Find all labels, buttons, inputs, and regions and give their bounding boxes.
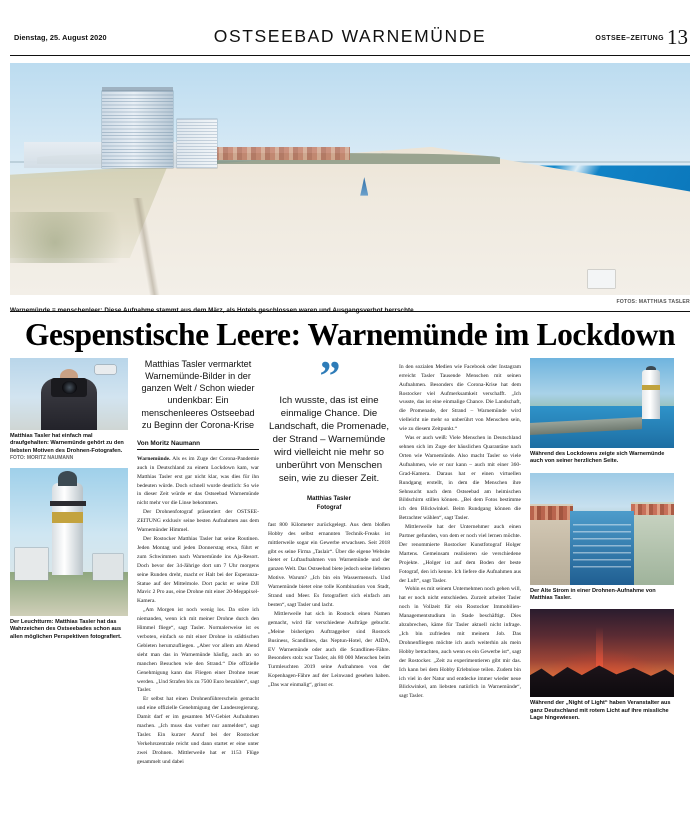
hero-caption: Warnemünde = menschenleer: Diese Aufnahme stammt aus dem März, als Hotels geschlossen waren und Ausgangsverbot herrschte. (10, 307, 416, 315)
paragraph-text: fast 800 Kilometer zurückgelegt. Aus dem bloßen Hobby des selbst ernannten Technik-Freaks ist mittlerweile sogar ein Gewerbe erwachsen. Seit 2018 gibt es seine Firma „Taslair“. Über die eigene Website bietet er Luftaufnahmen von Warnemünde und der ganzen Welt. Das Ostseebad biete jedoch seine liebsten Motive. Warum? „Ich bin ein Wassermensch. Und Warnemünde bietet eine tolle Kombination von Stadt, Strand und Meer. Es fotografiert sich einfach am besten“, sagt Tasler und lacht. (268, 521, 390, 608)
paragraph (399, 523, 521, 585)
dateline: Warnemünde. (137, 455, 171, 462)
molenfeuer-gold-band (642, 385, 659, 390)
paragraph (137, 606, 259, 695)
photo-alter-strom-caption: Der Alte Strom in einer Drohnen-Aufnahme von Matthias Tasler. (530, 587, 656, 601)
column-left-photos (10, 358, 128, 767)
paragraph-text: Mittlerweile hat sich in Rostock einen Namen gemacht, wird für verschiedene Aufträge gebucht. „Meine bisherigen Auftraggeber sind Rostock Business, Scandlines, das Neptun-Hotel, der AIDA, EV Warnemünde oder auch die Scandlines-Fähre. Besonders stolz war Tasler, als 80 000 Menschen beim Turmleuchten 2019 seine Aufnahmen von der Kopenhagen-Fähre auf der Leinwand gesehen haben. „Das war einmalig“, grinst er. (268, 610, 390, 689)
paragraph (399, 434, 521, 523)
paragraph (399, 363, 521, 434)
photo-pier-molenfeuer (530, 358, 674, 448)
hero-photo-warnemuende-beach (10, 63, 690, 295)
paragraph-text: Wohin es mit seinem Unternehmen noch gehen will, hat er noch nicht entschieden. Zurzeit arbeitet Tasler noch in Vollzeit für ein Rostocker Immobilien-Managementstudium in Stade beschäftigt. Dies abzubrechen, käme für Tasler aktuell nicht infrage. „Ich bin zufrieden mit meinem Job. Das Drohnenfliegen möchte ich auch weiterhin als mein Hobby betrachten, auch wenn es ein Gewerbe ist“, sagt der Rostocker. „Zeit zu experimentieren gibt mir das. Ich kann bei dem Hobby Erlebnisse teilen. Zudem bin ich viel in der Natur und entdecke immer wieder neue Blickwinkel, am liebsten natürlich in Warnemünde“, sagt Tasler. (399, 586, 521, 700)
newspaper-page (0, 26, 700, 819)
column-two (137, 358, 259, 767)
quote-mark-icon: ” (319, 353, 339, 400)
paragraph (268, 610, 390, 690)
molenfeuer-tower (642, 370, 659, 419)
paragraph (399, 585, 521, 701)
hero-beach-path (24, 198, 269, 295)
pull-quote-text: Ich wusste, das ist eine einmalige Chance. Die Landschaft, die Promenade, der Strand – Warnemünde wird vielleicht nie mehr so unberührt von Menschen sein, wie zu dieser Zeit. (268, 394, 389, 485)
paragraph (137, 455, 259, 508)
photo-alter-strom (530, 473, 674, 585)
paragraph (268, 521, 390, 610)
drone-icon (95, 365, 116, 374)
photo-lighthouse-caption: Der Leuchtturm: Matthias Tasler hat das Wahrzeichen des Ostseebades schon aus allen möglichen Perspektiven fotografiert. (10, 618, 122, 640)
hero-beach-hut (588, 270, 615, 289)
article-subhead: Matthias Tasler vermarktet Warnemünde-Bilder in der ganzen Welt / Schon wieder undenkbar: Ein menschenleeres Ostseebad zu Beginn der Corona-Krise (141, 358, 255, 430)
paragraph-text: In den sozialen Medien wie Facebook oder Instagram erreicht Tasler Tausende Menschen mit seinen Aufnahmen. Besonders die Corona-Krise hat dem Rostocker viel Aufmerksamkeit verschafft. „Ich wusste, das ist eine einmalige Chance. Die Landschaft, die Promenade, der Strand – Warnemünde wird vielleicht nie mehr so unberührt von Menschen sein, wie zu diesem Zeitpunkt.“ (399, 363, 521, 433)
alter-strom-boats (573, 524, 631, 569)
photo-night-of-light (530, 609, 674, 697)
hero-apartment-block (177, 119, 218, 168)
hero-rooftops (200, 147, 350, 160)
teepott-building (15, 548, 48, 581)
paragraph-text: „Am Morgen ist noch wenig los. Da störe ich niemanden, wenn ich mit meiner Drohne durch den Himmel fliege“, sagt Tasler. Normalerweise ist es verboten, einfach so mit einer Drohne in städtischen Gebieten herumzufliegen. „Aber vor allem am Abend sieht man das in Warnemünde häufig, auch an so manchen Besuchen wie den Strand.“ Die offizielle Genehmigung kann das Fliegen einer Drohne teuer werden. „Und Strafen bis zu 7500 Euro bezahlen“, sagt Tasler. (137, 607, 259, 694)
column-three-pullquote (268, 353, 390, 767)
hero-credit: FOTOS: MATTHIAS TASLER (616, 299, 690, 306)
paragraph (137, 535, 259, 606)
pull-quote-attribution (268, 495, 390, 513)
paper-name: OSTSEE–ZEITUNG (595, 35, 664, 42)
paragraph-text: Er selbst hat einen Drohnenführerschein gemacht und eine offizielle Genehmigung der Landesregierung. Damit darf er im gesamten MV-Gebiet Aufnahmen machen. „Ich muss das vorher nur anmelden“, sagt Tasler. Ein kurzer Anruf bei der Rostocker Verkehrszentrale reicht und dann startet er eine unter zwei Drohnen. Mittlerweile hat er 1153 Flüge gesammelt und dabei (137, 696, 259, 765)
photo-drone-portrait-credit: FOTO: MORITZ NAUMANN (10, 454, 74, 461)
paragraph-text: Mittlerweile hat der Unternehmer auch einen Partner gefunden, von dem er noch viel lernen möchte. Der renommierte Rostocker Kunstfotograf Holger Martens. Gemeinsam realisieren sie verschiedene Projekte. „Holger ist auf dem Boden der beste Fotograf, den ich kenne. Ich liefere die Aufnahmen aus der Luft“, sagt Tasler. (399, 524, 521, 584)
pull-quote-role: Fotograf (316, 504, 342, 512)
paragraph (137, 695, 259, 766)
masthead (10, 26, 690, 54)
camera-lens-icon (62, 381, 77, 394)
article-byline: Von Moritz Naumann (137, 440, 259, 450)
lighthouse-gallery (50, 501, 85, 507)
page-number: 13 (667, 25, 688, 49)
lighthouse-lantern-icon (58, 471, 77, 486)
section-title: OSTSEEBAD WARNEMÜNDE (213, 26, 487, 46)
article-grid (10, 353, 690, 767)
photo-drone-portrait (10, 358, 128, 430)
column-right-photos (530, 358, 674, 767)
page-headline: Gespenstische Leere: Warnemünde im Lockdown (24, 317, 676, 353)
side-building (93, 554, 124, 581)
photo-night-of-light-caption: Während der „Night of Light“ haben Veranstalter aus ganz Deutschland mit rotem Licht auf ihre missliche Lage hingewiesen. (530, 700, 671, 722)
body-column-two (268, 521, 390, 690)
masthead-rule (10, 55, 690, 56)
photo-pier-caption: Während des Lockdowns zeigte sich Warnemünde auch von seiner herzlichen Seite. (530, 450, 665, 465)
paragraph-text: Was er auch weiß: Viele Menschen in Deutschland sehnen sich im Zuge der häuslichen Quarantäne nach Orten wie Warnemünde. Also macht Tasler so viele Aufnahmen, wie er nur kann – auch mit einer 360-Grad-Kamera. Daraus hat er einen virtuellen Rundgang erstellt, in dem die Menschen ihre Sehnsucht nach dem Ostseebad am heimischen Bildschirm stillen können. „Bei dem Fotos bestimme ich den Blickwinkel. Beim Rundgang können die Betrachter wählen“, sagt Tasler. (399, 435, 521, 522)
publication-date: Dienstag, 25. August 2020 (14, 33, 107, 42)
photo-drone-portrait-caption: Matthias Tasler hat einfach mal draufgehalten: Warnemünde gehört zu den liebsten Motiven des Drohnen-Fotografen. (10, 432, 124, 454)
pull-quote-author: Matthias Tasler (307, 495, 351, 503)
paragraph-text: Der Drohnenfotograf präsentiert der OSTSEE-ZEITUNG exklusiv seine besten Aufnahmen aus dem Warnemünder Himmel. (137, 509, 259, 534)
alter-strom-right-roofs (631, 504, 674, 515)
hero-caption-row (10, 299, 690, 315)
body-column-three (399, 363, 521, 701)
hero-neptun-hotel-tower (102, 91, 173, 168)
paragraph-text: Als es im Zuge der Corona-Pandemie auch in Deutschland zu einem Lockdown kam, war Matthias Tasler erst gar nicht klar, was dies für ihn bedeuten würde. Doch schnell wurde deutlich: So wie in dieser Zeit würde er das Ostseebad Warnemünde nicht mehr vor die Linse bekommen. (137, 455, 259, 507)
photo-lighthouse (10, 468, 128, 616)
lighthouse-tower (52, 483, 83, 575)
lighthouse-gold-band (52, 512, 83, 522)
alter-strom-left-roofs (530, 506, 573, 519)
paragraph-text: Der Rostocker Matthias Tasler hat seine Routinen. Jeden Montag und jeden Donnerstag etwa, führt er zum Schwimmen nach Warnemünde ins Aja-Resort. Doch bevor der 34-Jährige dort um 7 Uhr morgens seine Runden dreht, macht er Halt bei der Esperanza-Statue auf der Mittelmole. Dort packt er seine DJI Mavic 2 Pro aus, eine Drohne mit einer 20-Megapixel-Kamera. (137, 536, 259, 605)
body-column-one (137, 455, 259, 767)
column-four-text (399, 358, 521, 767)
paragraph (137, 508, 259, 535)
